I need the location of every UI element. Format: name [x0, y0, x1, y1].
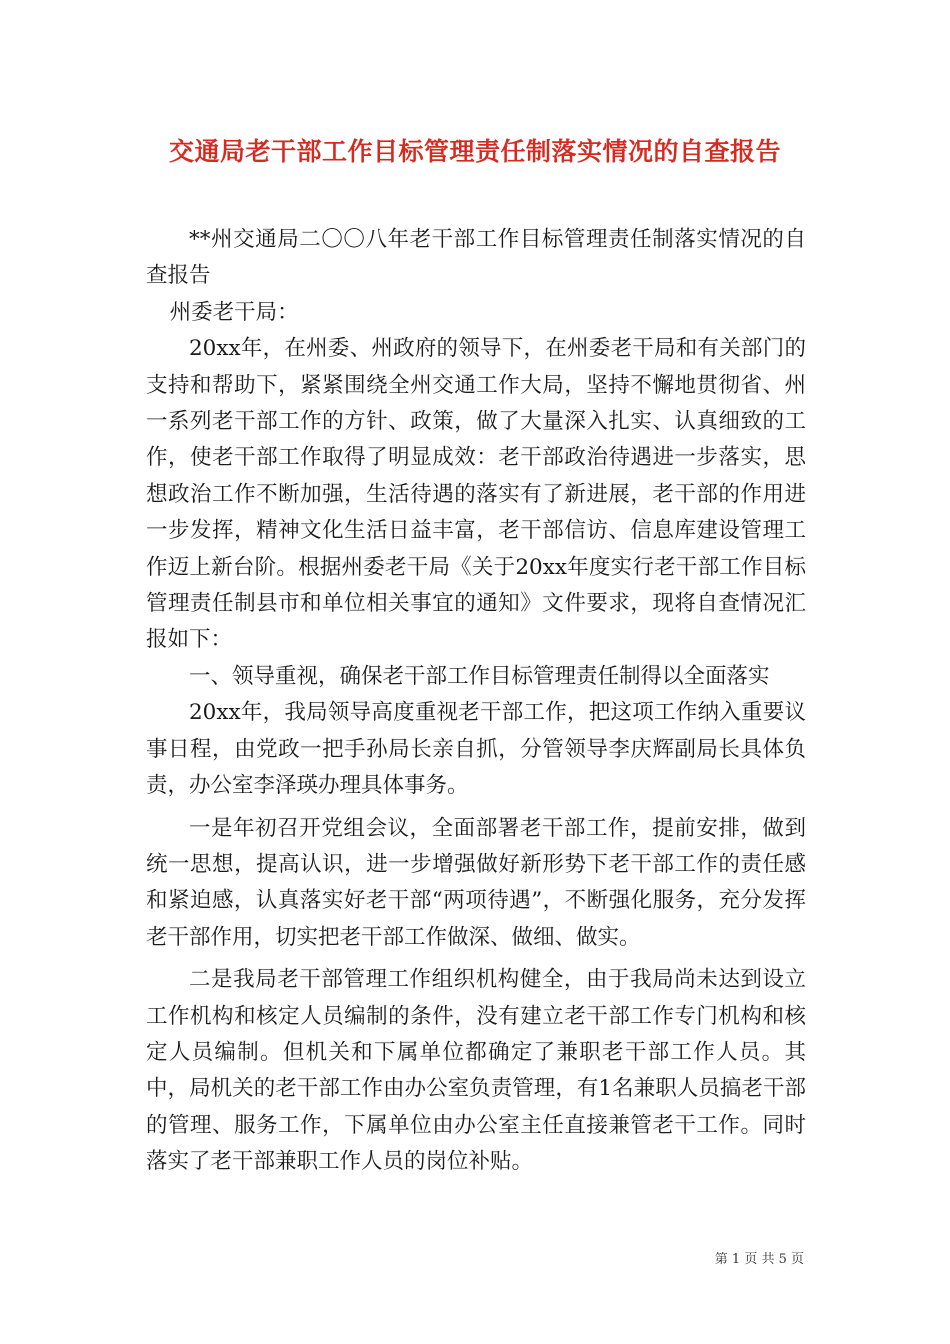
section-heading-1: 一、领导重视，确保老干部工作目标管理责任制得以全面落实 — [189, 663, 770, 689]
document-body — [146, 222, 806, 1181]
body-paragraph-point-2: 二是我局老干部管理工作组织机构健全，由于我局尚未达到设立工作机构和核定人员编制的条件，没有建立老干部工作专门机构和核定人员编制。但机关和下属单位都确定了兼职老干部工作人员。其中，局机关的老干部工作由办公室负责管理，有1名兼职人员搞老干部的管理、服务工作，下属单位由办公室主任直接兼管老干工作。同时落实了老干部兼职工作人员的岗位补贴。 — [146, 967, 806, 1175]
report-heading-paragraph: **州交通局二〇〇八年老干部工作目标管理责任制落实情况的自查报告 — [146, 227, 806, 289]
document-title: 交通局老干部工作目标管理责任制落实情况的自查报告 — [168, 137, 781, 166]
body-paragraph-leadership: 20xx年，我局领导高度重视老干部工作，把这项工作纳入重要议事日程，由党政一把手孙局长亲自抓，分管领导李庆辉副局长具体负责，办公室李泽瑛办理具体事务。 — [146, 700, 806, 799]
salutation: 州委老干局： — [169, 299, 299, 325]
body-paragraph-point-1: 一是年初召开党组会议，全面部署老干部工作，提前安排，做到统一思想，提高认识，进一步增强做好新形势下老干部工作的责任感和紧迫感，认真落实好老干部“两项待遇”，不断强化服务，充分发挥老干部作用，切实把老干部工作做深、做细、做实。 — [146, 815, 806, 950]
page-number: 第 1 页 共 5 页 — [714, 1252, 804, 1267]
intro-paragraph: 20xx年，在州委、州政府的领导下，在州委老干局和有关部门的支持和帮助下，紧紧围绕全州交通工作大局，坚持不懈地贯彻省、州一系列老干部工作的方针、政策，做了大量深入扎实、认真细致的工作，使老干部工作取得了明显成效：老干部政治待遇进一步落实，思想政治工作不断加强，生活待遇的落实有了新进展，老干部的作用进一步发挥，精神文化生活日益丰富，老干部信访、信息库建设管理工作迈上新台阶。根据州委老干局《关于20xx年度实行老干部工作目标管理责任制县市和单位相关事宜的通知》文件要求，现将自查情况汇报如下： — [146, 336, 806, 653]
